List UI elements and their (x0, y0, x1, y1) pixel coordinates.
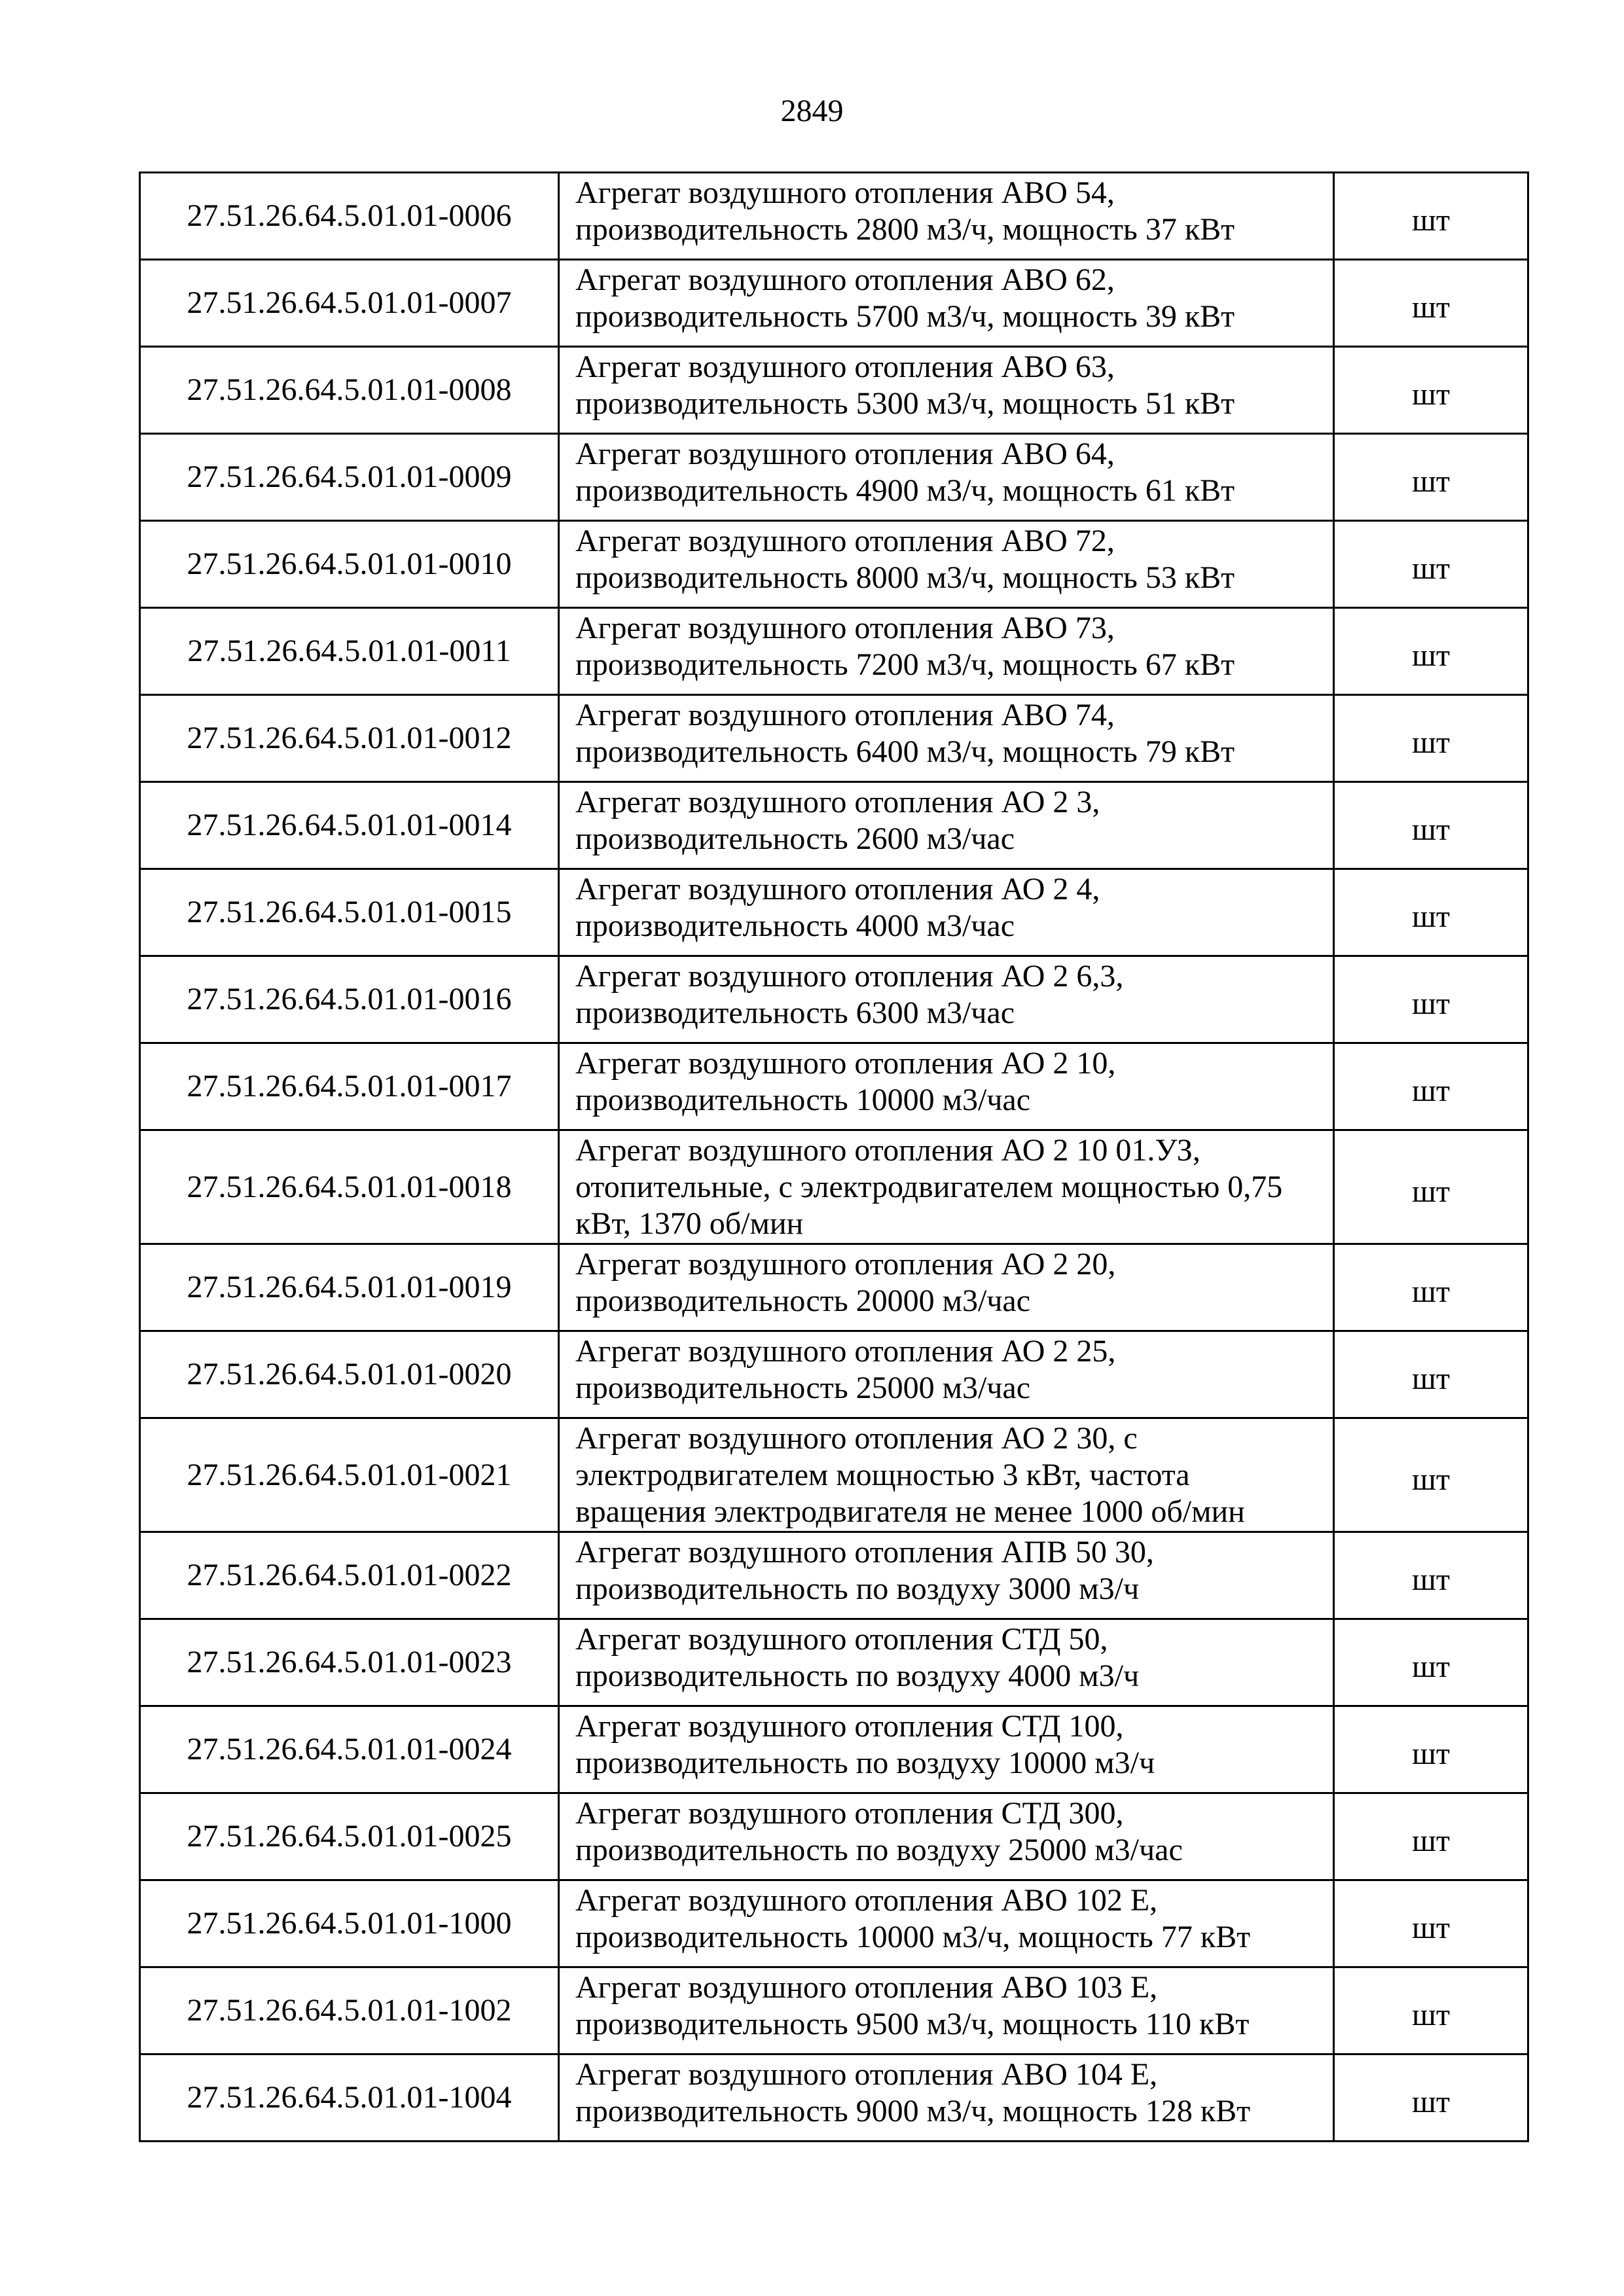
table-row (140, 869, 1528, 956)
description-cell (559, 260, 1334, 347)
description-line: отопительные, с электродвигателем мощностью 0,75 (575, 1170, 1283, 1204)
resource-code-cell: 27.51.26.64.5.01.01-0024 (140, 1706, 559, 1793)
table-row (140, 1619, 1528, 1706)
description-line: производительность 20000 м3/час (575, 1283, 1031, 1318)
resource-code-cell: 27.51.26.64.5.01.01-1004 (140, 2054, 559, 2142)
unit-cell: шт (1334, 173, 1528, 260)
table-row (140, 2054, 1528, 2142)
description-line: Агрегат воздушного отопления АВО 54, (575, 175, 1115, 210)
description-line: производительность 25000 м3/час (575, 1371, 1031, 1405)
description-line: производительность 9500 м3/ч, мощность 110 кВт (575, 2007, 1250, 2041)
description-cell (559, 347, 1334, 434)
description-line: производительность 8000 м3/ч, мощность 53 кВт (575, 560, 1235, 595)
description-line: Агрегат воздушного отопления АО 2 20, (575, 1247, 1116, 1282)
description-cell (559, 695, 1334, 782)
resource-code-cell: 27.51.26.64.5.01.01-0022 (140, 1532, 559, 1619)
description-cell (559, 1619, 1334, 1706)
description-line: вращения электродвигателя не менее 1000 об/мин (575, 1494, 1245, 1529)
resource-code-cell: 27.51.26.64.5.01.01-0023 (140, 1619, 559, 1706)
resource-code-cell: 27.51.26.64.5.01.01-0020 (140, 1331, 559, 1418)
description-line: Агрегат воздушного отопления АВО 104 Е, (575, 2057, 1158, 2092)
description-cell (559, 2054, 1334, 2142)
table-row (140, 173, 1528, 260)
unit-cell: шт (1334, 260, 1528, 347)
description-cell (559, 608, 1334, 695)
page-number: 2849 (780, 94, 844, 128)
table-row (140, 434, 1528, 521)
resource-code-cell: 27.51.26.64.5.01.01-0019 (140, 1244, 559, 1331)
description-cell (559, 1130, 1334, 1244)
table-row (140, 260, 1528, 347)
description-line: Агрегат воздушного отопления АВО 63, (575, 350, 1115, 384)
description-cell (559, 1418, 1334, 1532)
description-cell (559, 1043, 1334, 1130)
description-cell (559, 782, 1334, 869)
description-cell (559, 1532, 1334, 1619)
description-line: производительность 5700 м3/ч, мощность 39 кВт (575, 299, 1235, 334)
unit-cell: шт (1334, 1532, 1528, 1619)
unit-cell: шт (1334, 1130, 1528, 1244)
unit-cell: шт (1334, 1706, 1528, 1793)
description-cell (559, 1880, 1334, 1967)
description-line: Агрегат воздушного отопления АО 2 4, (575, 872, 1100, 906)
resource-code-cell: 27.51.26.64.5.01.01-0014 (140, 782, 559, 869)
description-line: Агрегат воздушного отопления СТД 300, (575, 1796, 1124, 1831)
description-cell (559, 521, 1334, 608)
description-line: производительность по воздуху 25000 м3/час (575, 1833, 1183, 1867)
resource-code-cell: 27.51.26.64.5.01.01-0009 (140, 434, 559, 521)
description-line: электродвигателем мощностью 3 кВт, частота (575, 1458, 1190, 1492)
description-line: производительность по воздуху 10000 м3/ч (575, 1746, 1155, 1780)
description-line: производительность 7200 м3/ч, мощность 67 кВт (575, 647, 1235, 682)
unit-cell: шт (1334, 1880, 1528, 1967)
description-line: производительность 6300 м3/час (575, 996, 1015, 1030)
description-cell (559, 1244, 1334, 1331)
description-line: Агрегат воздушного отопления АВО 72, (575, 524, 1115, 558)
description-line: Агрегат воздушного отопления СТД 50, (575, 1622, 1108, 1657)
description-line: производительность 5300 м3/ч, мощность 51 кВт (575, 386, 1235, 421)
description-line: производительность 9000 м3/ч, мощность 128 кВт (575, 2094, 1251, 2128)
unit-cell: шт (1334, 869, 1528, 956)
description-line: Агрегат воздушного отопления АВО 103 Е, (575, 1970, 1158, 2005)
description-line: Агрегат воздушного отопления АО 2 10, (575, 1046, 1116, 1081)
description-cell (559, 1706, 1334, 1793)
description-line: производительность 2800 м3/ч, мощность 37 кВт (575, 212, 1235, 247)
unit-cell: шт (1334, 1331, 1528, 1418)
table-row (140, 1418, 1528, 1532)
description-line: Агрегат воздушного отопления АО 2 10 01.УЗ, (575, 1133, 1200, 1168)
table-row (140, 1130, 1528, 1244)
resource-code-cell: 27.51.26.64.5.01.01-0012 (140, 695, 559, 782)
resource-code-cell: 27.51.26.64.5.01.01-0018 (140, 1130, 559, 1244)
resource-code-cell: 27.51.26.64.5.01.01-0008 (140, 347, 559, 434)
description-cell (559, 1967, 1334, 2054)
description-line: производительность 6400 м3/ч, мощность 79 кВт (575, 734, 1235, 769)
description-cell (559, 956, 1334, 1043)
resource-code-cell: 27.51.26.64.5.01.01-1002 (140, 1967, 559, 2054)
resource-code-cell: 27.51.26.64.5.01.01-0025 (140, 1793, 559, 1880)
unit-cell: шт (1334, 347, 1528, 434)
description-cell (559, 1331, 1334, 1418)
resource-code-cell: 27.51.26.64.5.01.01-0015 (140, 869, 559, 956)
description-line: Агрегат воздушного отопления АВО 64, (575, 437, 1115, 471)
description-line: Агрегат воздушного отопления АВО 73, (575, 611, 1115, 645)
unit-cell: шт (1334, 1619, 1528, 1706)
description-line: Агрегат воздушного отопления АО 2 6,3, (575, 959, 1124, 994)
resource-code-cell: 27.51.26.64.5.01.01-0016 (140, 956, 559, 1043)
table-row (140, 956, 1528, 1043)
description-line: Агрегат воздушного отопления АВО 102 Е, (575, 1883, 1158, 1918)
description-line: производительность 10000 м3/час (575, 1083, 1031, 1117)
table-row (140, 1532, 1528, 1619)
table-row (140, 1706, 1528, 1793)
description-line: производительность по воздуху 4000 м3/ч (575, 1659, 1140, 1693)
description-line: Агрегат воздушного отопления АО 2 3, (575, 785, 1100, 819)
description-cell (559, 434, 1334, 521)
table-row (140, 1043, 1528, 1130)
table-row (140, 1793, 1528, 1880)
description-line: производительность 10000 м3/ч, мощность 77 кВт (575, 1920, 1251, 1954)
table-row (140, 1244, 1528, 1331)
unit-cell: шт (1334, 956, 1528, 1043)
unit-cell: шт (1334, 608, 1528, 695)
description-cell (559, 869, 1334, 956)
unit-cell: шт (1334, 1043, 1528, 1130)
table-row (140, 1331, 1528, 1418)
description-line: производительность 4900 м3/ч, мощность 61 кВт (575, 473, 1235, 508)
resource-code-cell: 27.51.26.64.5.01.01-0010 (140, 521, 559, 608)
description-line: Агрегат воздушного отопления АВО 74, (575, 698, 1115, 732)
description-cell (559, 173, 1334, 260)
description-cell (559, 1793, 1334, 1880)
unit-cell: шт (1334, 782, 1528, 869)
table-row (140, 1880, 1528, 1967)
table-body (140, 173, 1528, 2142)
resource-code-cell: 27.51.26.64.5.01.01-0006 (140, 173, 559, 260)
description-line: Агрегат воздушного отопления АВО 62, (575, 262, 1115, 297)
unit-cell: шт (1334, 521, 1528, 608)
unit-cell: шт (1334, 695, 1528, 782)
description-line: производительность 2600 м3/час (575, 821, 1015, 856)
resource-code-cell: 27.51.26.64.5.01.01-0021 (140, 1418, 559, 1532)
description-line: Агрегат воздушного отопления АПВ 50 30, (575, 1535, 1154, 1570)
table-row (140, 608, 1528, 695)
unit-cell: шт (1334, 1793, 1528, 1880)
unit-cell: шт (1334, 1418, 1528, 1532)
resource-code-cell: 27.51.26.64.5.01.01-0011 (140, 608, 559, 695)
table-row (140, 521, 1528, 608)
resource-code-cell: 27.51.26.64.5.01.01-0007 (140, 260, 559, 347)
unit-cell: шт (1334, 1244, 1528, 1331)
resource-code-table (139, 171, 1529, 2142)
table-row (140, 1967, 1528, 2054)
description-line: Агрегат воздушного отопления АО 2 25, (575, 1334, 1116, 1369)
table-row (140, 695, 1528, 782)
description-line: производительность по воздуху 3000 м3/ч (575, 1571, 1140, 1606)
unit-cell: шт (1334, 434, 1528, 521)
description-line: Агрегат воздушного отопления АО 2 30, с (575, 1421, 1138, 1456)
resource-code-cell: 27.51.26.64.5.01.01-0017 (140, 1043, 559, 1130)
description-line: Агрегат воздушного отопления СТД 100, (575, 1709, 1124, 1744)
table-row (140, 782, 1528, 869)
unit-cell: шт (1334, 1967, 1528, 2054)
description-line: кВт, 1370 об/мин (575, 1206, 804, 1241)
description-line: производительность 4000 м3/час (575, 908, 1015, 943)
table-row (140, 347, 1528, 434)
resource-code-cell: 27.51.26.64.5.01.01-1000 (140, 1880, 559, 1967)
unit-cell: шт (1334, 2054, 1528, 2142)
